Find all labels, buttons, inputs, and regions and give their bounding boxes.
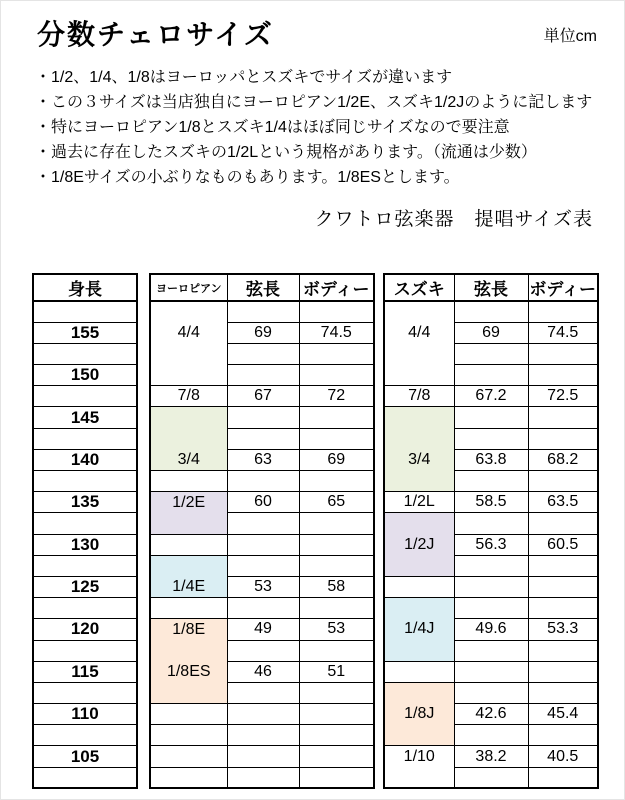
string-length-cell: 38.2 (454, 746, 528, 767)
height-empty-cell (33, 513, 137, 534)
string-length-cell (454, 682, 528, 703)
body-length-cell (299, 725, 374, 746)
string-length-cell: 49.6 (454, 619, 528, 640)
body-length-cell: 53.3 (528, 619, 598, 640)
size-label-cell (384, 386, 454, 407)
height-empty-cell (33, 640, 137, 661)
string-length-cell (454, 301, 528, 322)
string-length-cell (227, 704, 299, 725)
height-cell: 155 (33, 322, 137, 343)
string-length-cell: 58.5 (454, 492, 528, 513)
size-label: 7/8 (408, 387, 431, 405)
size-label: 7/8 (177, 387, 200, 405)
height-empty-cell (33, 301, 137, 322)
body-length-cell: 72 (299, 386, 374, 407)
size-label: 1/10 (403, 747, 435, 765)
size-label: 3/4 (408, 450, 431, 468)
string-length-cell (454, 343, 528, 364)
string-length-cell (227, 428, 299, 449)
size-label: 1/4J (404, 620, 435, 638)
body-length-cell (528, 576, 598, 597)
size-label-cell (150, 725, 227, 746)
size-label-cell (150, 301, 227, 386)
string-length-cell: 67 (227, 386, 299, 407)
height-empty-cell (33, 767, 137, 788)
string-length-cell (227, 640, 299, 661)
body-length-cell (299, 301, 374, 322)
string-length-cell: 56.3 (454, 534, 528, 555)
string-length-cell: 67.2 (454, 386, 528, 407)
height-empty-cell (33, 725, 137, 746)
size-label-cell (150, 386, 227, 407)
string-length-cell: 46 (227, 661, 299, 682)
size-label-cell (384, 576, 454, 597)
string-length-cell (454, 598, 528, 619)
height-cell: 120 (33, 619, 137, 640)
size-label: 1/8ES (166, 662, 211, 680)
string-length-cell: 53 (227, 576, 299, 597)
string-length-cell (454, 661, 528, 682)
body-length-cell (299, 513, 374, 534)
string-length-cell: 60 (227, 492, 299, 513)
string-length-cell (227, 767, 299, 788)
string-length-cell (227, 534, 299, 555)
body-length-cell (299, 534, 374, 555)
size-label: 1/4E (172, 577, 206, 595)
body-length-cell (528, 725, 598, 746)
size-label-cell (384, 492, 454, 513)
size-label: 1/2J (404, 535, 435, 553)
string-length-cell (227, 343, 299, 364)
note-line: ・特にヨーロピアン1/8とスズキ1/4はほぼ同じサイズなので要注意 (35, 119, 510, 136)
note-line: ・過去に存在したスズキの1/2Lという規格があります。（流通は少数） (35, 144, 537, 161)
body-length-cell (299, 746, 374, 767)
height-empty-cell (33, 555, 137, 576)
string-length-cell (227, 746, 299, 767)
height-empty-cell (33, 386, 137, 407)
string-length-cell: 49 (227, 619, 299, 640)
notes-list (35, 65, 592, 190)
string-length-cell: 63.8 (454, 449, 528, 470)
body-length-cell: 53 (299, 619, 374, 640)
height-cell: 130 (33, 534, 137, 555)
size-label-cell (384, 746, 454, 788)
string-length-cell: 69 (227, 322, 299, 343)
string-length-cell (227, 471, 299, 492)
size-label: 1/2L (403, 493, 435, 511)
size-label-cell (150, 407, 227, 471)
size-label-cell (384, 407, 454, 492)
size-table-european (149, 273, 375, 789)
size-label-cell (384, 301, 454, 386)
height-cell: 125 (33, 576, 137, 597)
string-length-cell (454, 428, 528, 449)
body-length-cell: 72.5 (528, 386, 598, 407)
column-header: ボディー (299, 274, 374, 301)
body-length-cell (299, 343, 374, 364)
body-length-cell (299, 555, 374, 576)
height-cell: 105 (33, 746, 137, 767)
height-cell: 115 (33, 661, 137, 682)
size-label-cell (384, 661, 454, 682)
string-length-cell: 63 (227, 449, 299, 470)
size-label-cell (150, 534, 227, 555)
string-length-cell (454, 407, 528, 428)
string-length-cell (227, 301, 299, 322)
height-table (32, 273, 138, 789)
body-length-cell (528, 682, 598, 703)
body-length-cell (299, 471, 374, 492)
body-length-cell (528, 513, 598, 534)
body-length-cell: 74.5 (528, 322, 598, 343)
string-length-cell: 69 (454, 322, 528, 343)
body-length-cell: 40.5 (528, 746, 598, 767)
height-cell: 145 (33, 407, 137, 428)
body-length-cell (299, 704, 374, 725)
body-length-cell: 68.2 (528, 449, 598, 470)
size-label: 4/4 (408, 324, 431, 342)
string-length-cell (454, 471, 528, 492)
height-cell: 135 (33, 492, 137, 513)
unit-label: 単位cm (543, 28, 597, 45)
size-label-cell (150, 471, 227, 492)
column-header: 弦長 (454, 274, 528, 301)
body-length-cell (299, 598, 374, 619)
string-length-cell (454, 513, 528, 534)
body-length-cell (528, 428, 598, 449)
body-length-cell (528, 767, 598, 788)
string-length-cell (227, 598, 299, 619)
size-label-cell (150, 704, 227, 725)
note-line: ・この３サイズは当店独自にヨーロピアン1/2E、スズキ1/2Jのように記します (35, 94, 593, 111)
note-line: ・1/8Eサイズの小ぶりなものもあります。1/8ESとします。 (35, 169, 460, 186)
size-label-cell (150, 767, 227, 788)
height-cell: 140 (33, 449, 137, 470)
body-length-cell: 65 (299, 492, 374, 513)
column-header: 弦長 (227, 274, 299, 301)
string-length-cell (454, 640, 528, 661)
body-length-cell (299, 407, 374, 428)
size-label: 1/8E (172, 620, 206, 638)
body-length-cell: 69 (299, 449, 374, 470)
string-length-cell (227, 365, 299, 386)
size-label: 1/8J (404, 705, 435, 723)
size-label: 4/4 (177, 324, 200, 342)
body-length-cell (528, 598, 598, 619)
string-length-cell (227, 513, 299, 534)
body-length-cell: 63.5 (528, 492, 598, 513)
size-label-cell (384, 513, 454, 577)
body-length-cell (528, 365, 598, 386)
string-length-cell (454, 767, 528, 788)
body-length-cell (299, 767, 374, 788)
body-length-cell (528, 661, 598, 682)
height-column-header: 身長 (33, 274, 137, 301)
column-header: スズキ (384, 274, 454, 301)
body-length-cell (528, 301, 598, 322)
body-length-cell: 74.5 (299, 322, 374, 343)
height-cell: 150 (33, 365, 137, 386)
size-label-cell (384, 682, 454, 746)
string-length-cell: 42.6 (454, 704, 528, 725)
string-length-cell (454, 725, 528, 746)
body-length-cell (528, 407, 598, 428)
size-label: 1/2E (172, 493, 206, 511)
height-empty-cell (33, 343, 137, 364)
table-caption: クワトロ弦楽器 提唱サイズ表 (314, 209, 593, 230)
size-label-cell (150, 746, 227, 767)
body-length-cell (299, 682, 374, 703)
string-length-cell (227, 682, 299, 703)
size-table-suzuki (383, 273, 599, 789)
height-empty-cell (33, 471, 137, 492)
string-length-cell (227, 407, 299, 428)
string-length-cell (454, 555, 528, 576)
page-title: 分数チェロサイズ (37, 19, 274, 50)
height-empty-cell (33, 682, 137, 703)
body-length-cell (299, 365, 374, 386)
column-header: ボディー (528, 274, 598, 301)
size-label-cell (150, 492, 227, 534)
size-label-cell (150, 555, 227, 597)
size-label-cell (150, 598, 227, 619)
body-length-cell (299, 428, 374, 449)
body-length-cell: 45.4 (528, 704, 598, 725)
body-length-cell (528, 471, 598, 492)
body-length-cell (528, 640, 598, 661)
body-length-cell (528, 555, 598, 576)
string-length-cell (454, 576, 528, 597)
size-label: 3/4 (177, 450, 200, 468)
height-cell: 110 (33, 704, 137, 725)
note-line: ・1/2、1/4、1/8はヨーロッパとスズキでサイズが違います (35, 69, 453, 86)
string-length-cell (454, 365, 528, 386)
column-header: ヨーロピアン (150, 274, 227, 301)
height-empty-cell (33, 428, 137, 449)
string-length-cell (227, 555, 299, 576)
string-length-cell (227, 725, 299, 746)
body-length-cell: 60.5 (528, 534, 598, 555)
height-empty-cell (33, 598, 137, 619)
size-label-cell (384, 598, 454, 662)
body-length-cell (528, 343, 598, 364)
body-length-cell: 58 (299, 576, 374, 597)
size-label-cell (150, 619, 227, 704)
body-length-cell (299, 640, 374, 661)
body-length-cell: 51 (299, 661, 374, 682)
